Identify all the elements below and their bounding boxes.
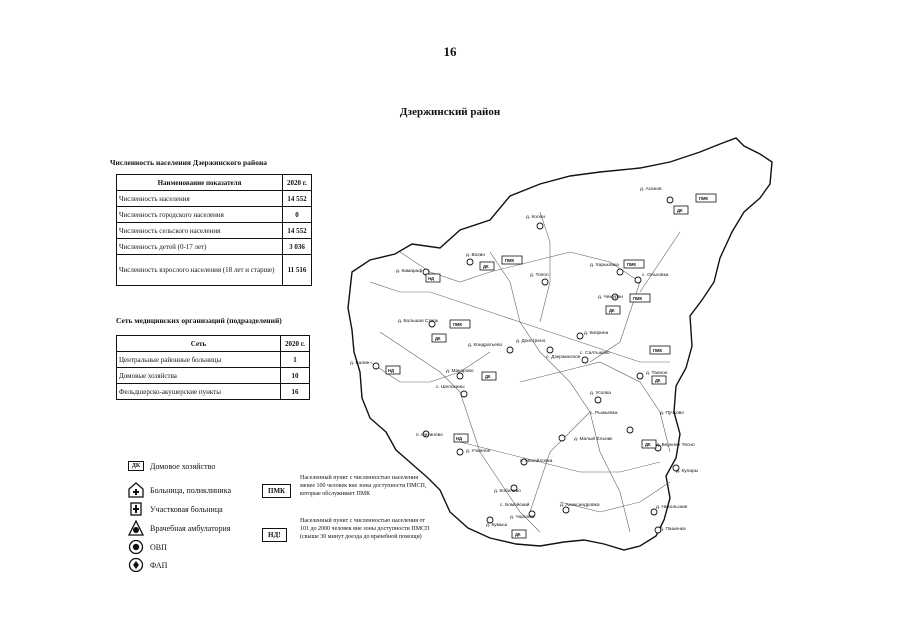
- map-label: д. Харьковка: [590, 263, 619, 268]
- table-row: [117, 239, 312, 255]
- map-label: д. Александровка: [560, 503, 600, 508]
- svg-text:ДК: ДК: [609, 308, 615, 313]
- svg-text:ПМК: ПМК: [453, 322, 463, 327]
- legend-item-dk: [128, 458, 215, 474]
- svg-text:ДК: ДК: [515, 532, 521, 537]
- table-row: [117, 191, 312, 207]
- settlement-marker: [582, 357, 588, 363]
- table-row: [117, 384, 310, 400]
- row-label: Численность населения: [117, 191, 283, 207]
- network-header-name: Сеть: [117, 336, 281, 352]
- row-value: 3 036: [283, 239, 312, 255]
- settlement-marker: [467, 259, 473, 265]
- settlement-marker: [667, 197, 673, 203]
- row-label: Численность детей (0-17 лет): [117, 239, 283, 255]
- population-header-year: 2020 г.: [283, 175, 312, 191]
- map-label: д. Чорново: [510, 515, 535, 520]
- table-row: [117, 368, 310, 384]
- network-header-year: 2020 г.: [281, 336, 310, 352]
- map-label: д. Учанное: [466, 449, 491, 454]
- svg-text:ДК: ДК: [655, 378, 661, 383]
- map-label: д. Камараф: [396, 269, 423, 274]
- legend-item-ovp: [128, 539, 167, 555]
- map-label: д. Никольские: [656, 505, 688, 510]
- settlement-marker: [577, 333, 583, 339]
- map-label: д. Таеное: [646, 371, 668, 376]
- hospital-icon: [128, 482, 144, 498]
- settlement-marker: [537, 223, 543, 229]
- map-label: с. Бомойский: [500, 503, 530, 508]
- settlement-marker: [542, 279, 548, 285]
- svg-text:ДК: ДК: [435, 336, 441, 341]
- map-label: д. Колон: [526, 215, 545, 220]
- map-label: с. Дзержинское: [546, 355, 581, 360]
- svg-text:НД: НД: [428, 276, 435, 281]
- legend-label: ОВП: [150, 542, 167, 552]
- settlement-marker: [559, 435, 565, 441]
- map-label: д. Большая Степь: [398, 319, 439, 324]
- map-label: д. Малый Ельник: [574, 437, 613, 442]
- svg-text:ДК: ДК: [483, 264, 489, 269]
- map-label: д. Верхнее Тесно: [656, 443, 695, 448]
- district-map: [340, 132, 790, 592]
- legend-item-hospital: [128, 482, 231, 498]
- legend-item-fap: [128, 557, 167, 573]
- map-label: д. Киприна: [584, 331, 609, 336]
- map-label: с. Рыжьевка: [590, 411, 618, 416]
- legend-label: Больница, поликлиника: [150, 485, 232, 495]
- svg-text:НД: НД: [456, 436, 463, 441]
- pmk-note-tag: ПМК: [262, 480, 291, 498]
- map-label: с. Салтыково: [580, 351, 610, 356]
- network-table: [116, 335, 310, 400]
- settlement-marker: [461, 391, 467, 397]
- settlement-labels: [350, 186, 699, 532]
- table-row: [117, 255, 312, 286]
- svg-text:ДК: ДК: [645, 442, 651, 447]
- legend-label: Домовое хозяйство: [150, 461, 216, 471]
- map-label: д. Донстрено: [516, 339, 546, 344]
- settlement-marker: [635, 277, 641, 283]
- map-label: д. Чемуран: [598, 295, 624, 300]
- svg-text:ПМК: ПМК: [627, 262, 637, 267]
- svg-text:ДК: ДК: [485, 374, 491, 379]
- row-value: 14 552: [283, 223, 312, 239]
- map-label: д. Асанов: [640, 187, 662, 192]
- settlement-marker: [627, 427, 633, 433]
- legend-label: Участковая больница: [150, 504, 223, 514]
- map-label: д. Пашенка: [660, 527, 686, 532]
- svg-text:ПМК: ПМК: [653, 348, 663, 353]
- ovp-icon: [128, 539, 144, 555]
- settlement-marker: [547, 347, 553, 353]
- population-table: [116, 174, 312, 286]
- nd-note-text: Населенный пункт с численностью населения от 101 до 2000 человек вне зоны доступности ПМСП (свыше 30 минут доезда до врачебной помощи): [300, 518, 430, 540]
- row-label: Домовые хозяйства: [117, 368, 281, 384]
- row-label: Центральные районные больницы: [117, 352, 281, 368]
- map-label: д. Кулары: [676, 469, 699, 474]
- map-label: д. Усолка: [590, 391, 611, 396]
- row-value: 0: [283, 207, 312, 223]
- population-header-name: Наименование показателя: [117, 175, 283, 191]
- svg-text:ПМК: ПМК: [633, 296, 643, 301]
- map-label: п. Нитиново: [416, 433, 443, 438]
- map-label: д. Балин: [350, 361, 370, 366]
- legend-item-ambulatory: [128, 520, 230, 536]
- settlement-marker: [373, 363, 379, 369]
- legend-label: ФАП: [150, 560, 168, 570]
- map-label: д. Пучково: [660, 411, 684, 416]
- dk-box-icon: ДК: [128, 458, 144, 474]
- map-label: с. Ольховка: [642, 273, 669, 278]
- ambulatory-icon: [128, 520, 144, 536]
- settlement-marker: [595, 397, 601, 403]
- row-label: Численность взрослого населения (18 лет и старше): [117, 255, 283, 286]
- svg-text:ПМК: ПМК: [699, 196, 709, 201]
- table-row: [117, 207, 312, 223]
- map-label: д. Вохин: [466, 253, 486, 258]
- map-label: д. Кумыш: [486, 523, 508, 528]
- row-value: 11 516: [283, 255, 312, 286]
- fap-icon: [128, 557, 144, 573]
- map-label: д. Кондратьево: [468, 343, 503, 348]
- map-label: с. Шелоханы: [436, 385, 465, 390]
- map-label: д. Топол: [530, 273, 549, 278]
- district-hospital-icon: [128, 501, 144, 517]
- pmk-note-text: Населенный пункт с численностью населения менее 100 человек вне зоны доступности ПМСП, которые обслуживает ПМК: [300, 475, 427, 497]
- row-value: 1: [281, 352, 310, 368]
- legend-label: Врачебная амбулатория: [150, 523, 231, 533]
- page-number: 16: [443, 44, 457, 59]
- table-row: [117, 352, 310, 368]
- map-label: д. Макарово: [446, 369, 474, 374]
- population-caption: Численность населения Дзержинского района: [110, 158, 268, 167]
- settlement-marker: [617, 269, 623, 275]
- row-value: 10: [281, 368, 310, 384]
- settlement-marker: [637, 373, 643, 379]
- legend-item-district-hospital: [128, 501, 223, 517]
- row-label: Фельдшерско-акушерские пункты: [117, 384, 281, 400]
- row-label: Численность городского населения: [117, 207, 283, 223]
- row-value: 16: [281, 384, 310, 400]
- page-title: Дзержинский район: [399, 106, 501, 118]
- map-label: с. Михайловка: [520, 459, 553, 464]
- table-row: [117, 223, 312, 239]
- svg-text:ДК: ДК: [677, 208, 683, 213]
- row-label: Численность сельского населения: [117, 223, 283, 239]
- nd-note-tag: НД!: [262, 524, 287, 542]
- network-caption: Сеть медицинских организаций (подразделений): [116, 316, 282, 325]
- svg-text:ПМК: ПМК: [505, 258, 515, 263]
- map-label: д. Кобелево: [494, 489, 521, 494]
- svg-text:НД: НД: [388, 368, 395, 373]
- settlement-marker: [507, 347, 513, 353]
- row-value: 14 552: [283, 191, 312, 207]
- settlement-markers: [373, 197, 679, 533]
- settlement-marker: [457, 449, 463, 455]
